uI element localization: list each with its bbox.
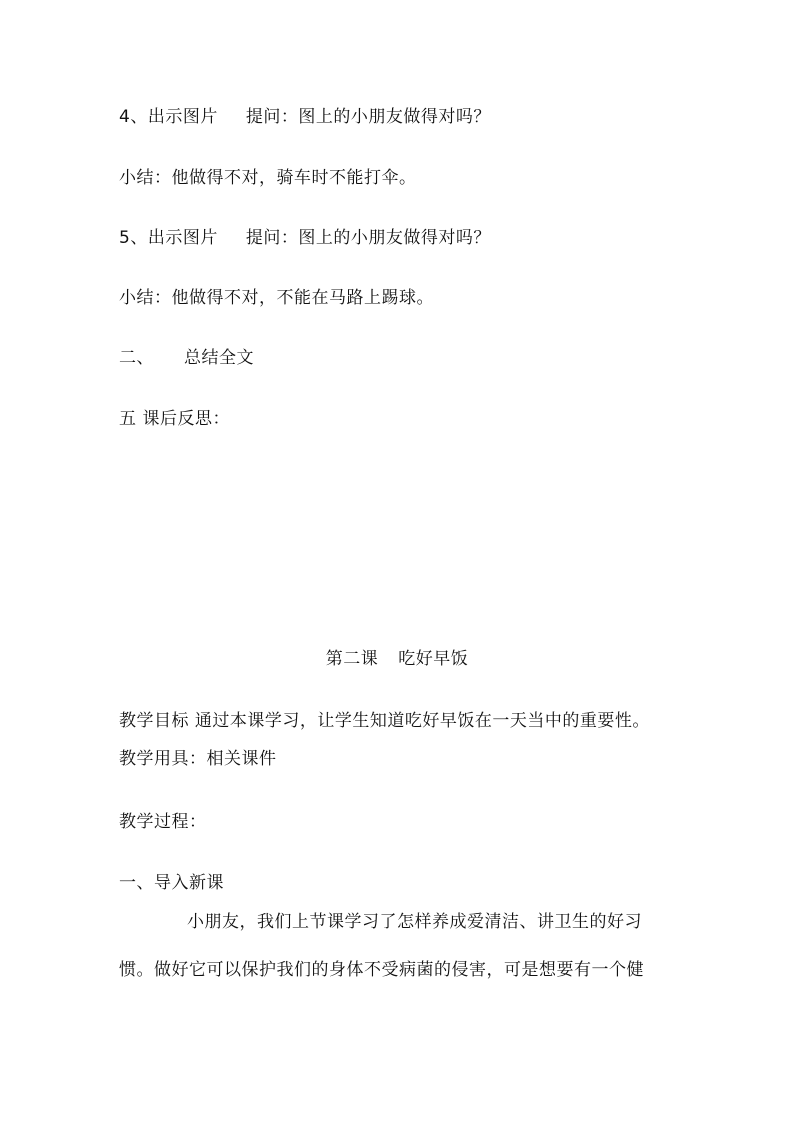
lesson2-title (0, 647, 794, 671)
lesson2-intro-line1 (119, 910, 685, 934)
lesson2-tools: 教学用具：相关课件 (119, 749, 277, 769)
section5-text: 课后反思： (142, 409, 230, 429)
summary4-line: 小结：他做得不对，骑车时不能打伞。 (119, 168, 417, 188)
section2-heading (119, 346, 254, 370)
lesson2-intro-line2: 惯。做好它可以保护我们的身体不受病菌的侵害，可是想要有一个健 (119, 960, 644, 980)
section2-number: 二、 (119, 348, 154, 368)
lesson2-intro-heading: 一、导入新课 (119, 873, 224, 893)
item4-line (119, 105, 491, 129)
lesson2-title-name: 吃好早饭 (398, 649, 469, 669)
section5-heading (119, 407, 230, 431)
item5-label: 5、出示图片 (119, 228, 218, 248)
summary5-line: 小结：他做得不对，不能在马路上踢球。 (119, 288, 434, 308)
lesson2-intro-line1-text: 小朋友，我们上节课学习了怎样养成爱清洁、讲卫生的好习 (187, 912, 642, 932)
section5-number: 五 (119, 409, 137, 429)
lesson2-process: 教学过程： (119, 812, 207, 832)
item5-line (119, 226, 491, 250)
lesson2-title-number: 第二课 (325, 649, 379, 669)
item5-question: 提问：图上的小朋友做得对吗？ (245, 228, 491, 248)
item4-question: 提问：图上的小朋友做得对吗？ (245, 107, 491, 127)
lesson2-goal: 教学目标 通过本课学习，让学生知道吃好早饭在一天当中的重要性。 (119, 711, 650, 731)
item4-label: 4、出示图片 (119, 107, 218, 127)
section2-text: 总结全文 (184, 348, 254, 368)
